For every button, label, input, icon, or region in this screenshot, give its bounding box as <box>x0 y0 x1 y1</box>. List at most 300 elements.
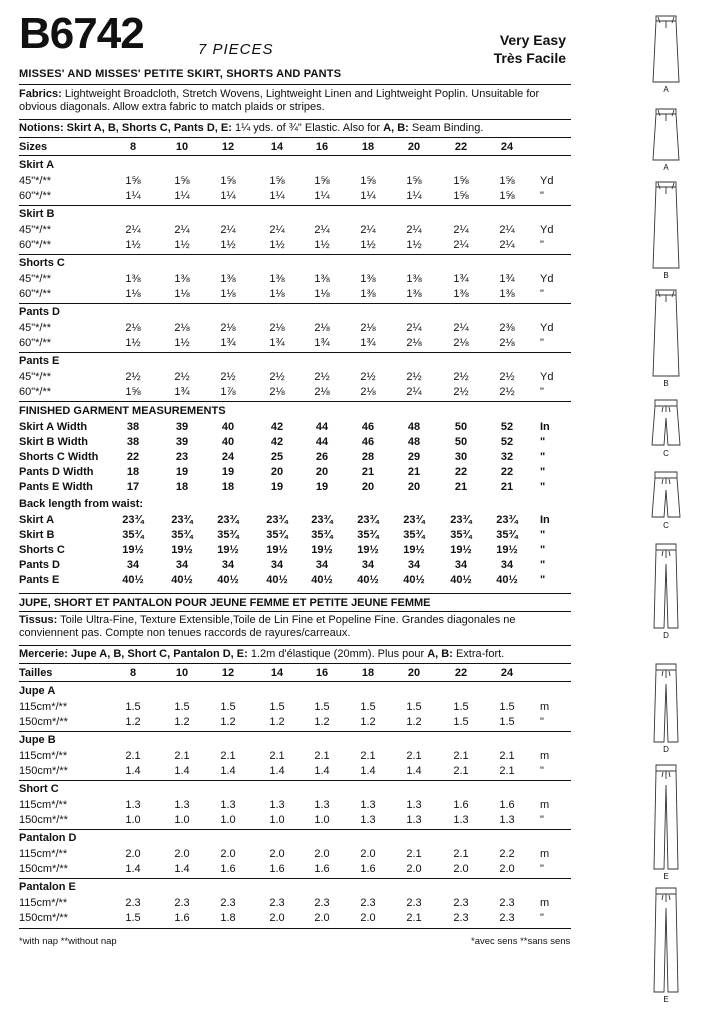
cell: 19½ <box>403 544 425 556</box>
row-label: Pants D <box>19 559 60 571</box>
difficulty-fr: Très Facile <box>493 50 566 66</box>
cell: 34 <box>270 559 284 571</box>
sizes-header <box>19 140 574 154</box>
cell: 2¼ <box>314 224 330 236</box>
view-letter: B <box>663 271 669 280</box>
view-letter: C <box>663 521 669 530</box>
cell: 1.2 <box>220 716 236 728</box>
cell: 2⅛ <box>174 322 190 334</box>
unit: " <box>540 436 546 448</box>
back-length-row <box>19 558 574 572</box>
divider <box>19 928 571 929</box>
cell: 1.3 <box>406 814 422 826</box>
cell: 1.4 <box>125 765 141 777</box>
cell: 1¼ <box>269 190 285 202</box>
cell: 20 <box>407 481 421 493</box>
view-letter: B <box>663 379 669 388</box>
cell: 40½ <box>496 574 518 586</box>
cell: 1.4 <box>314 765 330 777</box>
cell: 1.3 <box>453 814 469 826</box>
cell: 2½ <box>269 371 285 383</box>
cell: 2⅛ <box>499 337 515 349</box>
unit: " <box>540 481 546 493</box>
row-label: 45"*/** <box>19 371 52 383</box>
view-letter: C <box>663 449 669 458</box>
cell: 2½ <box>220 371 236 383</box>
cell: 18 <box>361 667 375 679</box>
unit: " <box>540 765 544 777</box>
cell: 1.0 <box>269 814 285 826</box>
cell: 2.1 <box>125 750 141 762</box>
garment-group-label: Skirt B <box>19 208 55 220</box>
cell: 10 <box>175 667 189 679</box>
cell: 23 <box>175 451 189 463</box>
cell: 35¾ <box>357 529 379 541</box>
cell: 1.5 <box>453 716 469 728</box>
cell: 2⅛ <box>269 322 285 334</box>
divider <box>19 611 571 612</box>
view-b-sketch <box>646 288 686 378</box>
cell: 1.3 <box>314 799 330 811</box>
unit: Yd <box>540 175 554 187</box>
cell: 22 <box>126 451 140 463</box>
cell: 23¾ <box>311 514 333 526</box>
cell: 35¾ <box>266 529 288 541</box>
garment-group-label: Shorts C <box>19 257 65 269</box>
cell: 30 <box>454 451 468 463</box>
cell: 1.5 <box>499 701 515 713</box>
cell: 39 <box>175 436 189 448</box>
cell: 19½ <box>122 544 144 556</box>
cell: 35¾ <box>122 529 144 541</box>
divider <box>19 878 571 879</box>
cell: 50 <box>454 436 468 448</box>
cell: 38 <box>126 436 140 448</box>
cell: 1⅜ <box>360 273 376 285</box>
yardage-row <box>19 715 574 729</box>
cell: 2.3 <box>125 897 141 909</box>
view-d-sketch <box>646 662 686 744</box>
unit: Yd <box>540 322 554 334</box>
cell: 12 <box>221 667 235 679</box>
cell: 2.3 <box>406 897 422 909</box>
unit: " <box>540 190 544 202</box>
unit: m <box>540 799 550 811</box>
back-length-row <box>19 513 574 527</box>
cell: 1⅜ <box>174 273 190 285</box>
row-label: 115cm*/** <box>19 848 68 860</box>
yardage-row <box>19 700 574 714</box>
cell: 2¼ <box>453 224 469 236</box>
cell: 8 <box>129 667 137 679</box>
garment-group-label: Short C <box>19 783 59 795</box>
divider <box>19 401 571 402</box>
unit: " <box>540 716 544 728</box>
cell: 1¼ <box>360 190 376 202</box>
cell: 2.1 <box>499 750 515 762</box>
pattern-number: B6742 <box>19 9 144 58</box>
cell: 52 <box>500 436 514 448</box>
cell: 16 <box>315 141 329 153</box>
cell: 2⅛ <box>360 322 376 334</box>
french-title: JUPE, SHORT ET PANTALON POUR JEUNE FEMME ET PETITE JEUNE FEMME <box>19 597 431 609</box>
cell: 2.0 <box>406 863 422 875</box>
cell: 2½ <box>174 371 190 383</box>
cell: 1⅛ <box>220 288 236 300</box>
cell: 2.3 <box>453 912 469 924</box>
cell: 18 <box>361 141 375 153</box>
cell: 35¾ <box>450 529 472 541</box>
view-b-sketch <box>646 180 686 270</box>
cell: 2.3 <box>360 897 376 909</box>
cell: 29 <box>407 451 421 463</box>
cell: 1⅝ <box>499 175 515 187</box>
row-label: 150cm*/** <box>19 863 68 875</box>
yardage-row <box>19 238 574 252</box>
cell: 20 <box>270 466 284 478</box>
cell: 34 <box>126 559 140 571</box>
cell: 26 <box>315 451 329 463</box>
view-e-sketch <box>646 886 686 994</box>
cell: 1⅝ <box>174 175 190 187</box>
cell: 39 <box>175 421 189 433</box>
unit: In <box>540 421 550 433</box>
unit: m <box>540 897 550 909</box>
finished-measurements-title: FINISHED GARMENT MEASUREMENTS <box>19 405 226 417</box>
cell: 44 <box>315 421 329 433</box>
cell: 2⅛ <box>314 322 330 334</box>
cell: 1.6 <box>360 863 376 875</box>
cell: 35¾ <box>311 529 333 541</box>
cell: 1⅝ <box>220 175 236 187</box>
piece-count: 7 PIECES <box>198 41 274 58</box>
cell: 1.4 <box>406 765 422 777</box>
cell: 1½ <box>314 239 330 251</box>
cell: 1½ <box>174 337 190 349</box>
tissus-paragraph <box>19 614 571 640</box>
english-title: MISSES' AND MISSES' PETITE SKIRT, SHORTS AND PANTS <box>19 68 342 80</box>
yardage-row <box>19 336 574 350</box>
cell: 42 <box>270 436 284 448</box>
cell: 1⅛ <box>125 288 141 300</box>
cell: 21 <box>500 481 514 493</box>
row-label: 150cm*/** <box>19 814 68 826</box>
back-length-row <box>19 528 574 542</box>
cell: 28 <box>361 451 375 463</box>
unit: m <box>540 848 550 860</box>
row-label: Pants E <box>19 574 60 586</box>
cell: 1¾ <box>174 386 190 398</box>
cell: 1.5 <box>125 701 141 713</box>
cell: 1.5 <box>406 701 422 713</box>
unit: Yd <box>540 371 554 383</box>
cell: 52 <box>500 421 514 433</box>
cell: 18 <box>221 481 235 493</box>
row-label: 150cm*/** <box>19 765 68 777</box>
back-length-label: Back length from waist: <box>19 498 144 510</box>
unit: " <box>540 239 544 251</box>
row-label: 115cm*/** <box>19 799 68 811</box>
cell: 2½ <box>499 386 515 398</box>
cell: 23¾ <box>357 514 379 526</box>
unit: " <box>540 386 544 398</box>
cell: 40½ <box>357 574 379 586</box>
row-label: 150cm*/** <box>19 912 68 924</box>
cell: 1.5 <box>174 701 190 713</box>
cell: 1⅝ <box>499 190 515 202</box>
cell: 2¼ <box>453 239 469 251</box>
cell: 34 <box>221 559 235 571</box>
divider <box>19 119 571 120</box>
cell: 1.3 <box>406 799 422 811</box>
cell: 8 <box>129 141 137 153</box>
cell: 2.3 <box>499 912 515 924</box>
cell: 2.0 <box>314 912 330 924</box>
cell: 2.0 <box>314 848 330 860</box>
cell: 40 <box>221 436 235 448</box>
finished-width-row <box>19 420 574 434</box>
cell: 1⅜ <box>125 273 141 285</box>
finished-width-row <box>19 480 574 494</box>
garment-group-label: Jupe B <box>19 734 56 746</box>
row-label: Skirt B Width <box>19 436 88 448</box>
cell: 1.4 <box>220 765 236 777</box>
view-letter: D <box>663 745 669 754</box>
row-label: 45"*/** <box>19 273 52 285</box>
unit: In <box>540 514 550 526</box>
cell: 20 <box>407 141 421 153</box>
cell: 1.3 <box>174 799 190 811</box>
cell: 1.8 <box>220 912 236 924</box>
cell: 1.0 <box>314 814 330 826</box>
mercerie-paragraph <box>19 648 571 661</box>
yardage-row <box>19 896 574 910</box>
cell: 1¼ <box>314 190 330 202</box>
row-label: Pants E Width <box>19 481 93 493</box>
divider <box>19 205 571 206</box>
cell: 1¾ <box>220 337 236 349</box>
cell: 2¼ <box>453 322 469 334</box>
unit: " <box>540 814 544 826</box>
row-label: Skirt A Width <box>19 421 88 433</box>
garment-group-label: Jupe A <box>19 685 56 697</box>
cell: 1¼ <box>174 190 190 202</box>
cell: 1.5 <box>314 701 330 713</box>
cell: 1.2 <box>314 716 330 728</box>
cell: 1⅝ <box>453 190 469 202</box>
cell: 21 <box>454 481 468 493</box>
row-label: Shorts C Width <box>19 451 99 463</box>
cell: 2½ <box>406 371 422 383</box>
cell: 10 <box>175 141 189 153</box>
row-label: 150cm*/** <box>19 716 68 728</box>
yardage-row <box>19 370 574 384</box>
cell: 1⅝ <box>360 175 376 187</box>
cell: 1½ <box>406 239 422 251</box>
cell: 2.0 <box>174 848 190 860</box>
garment-group-label: Skirt A <box>19 159 55 171</box>
mercerie-label: Mercerie: Jupe A, B, Short C, Pantalon D, E: <box>19 648 248 660</box>
cell: 40½ <box>403 574 425 586</box>
divider <box>19 681 571 682</box>
row-label: 60"*/** <box>19 239 52 251</box>
row-label: 45"*/** <box>19 224 52 236</box>
view-d-sketch <box>646 542 686 630</box>
cell: 21 <box>361 466 375 478</box>
cell: 1.3 <box>220 799 236 811</box>
cell: 1.5 <box>125 912 141 924</box>
divider <box>19 731 571 732</box>
cell: 2½ <box>499 371 515 383</box>
cell: 19½ <box>171 544 193 556</box>
cell: 1.5 <box>360 701 376 713</box>
divider <box>19 254 571 255</box>
finished-width-row <box>19 465 574 479</box>
divider <box>19 593 571 594</box>
cell: 24 <box>500 141 514 153</box>
cell: 14 <box>270 141 284 153</box>
cell: 1½ <box>220 239 236 251</box>
tailles-header <box>19 666 574 680</box>
notions-text-ab: Seam Binding. <box>408 122 484 134</box>
view-letter: A <box>663 85 669 94</box>
cell: 1.4 <box>360 765 376 777</box>
cell: 1⅜ <box>269 273 285 285</box>
cell: 2⅛ <box>269 386 285 398</box>
cell: 23¾ <box>266 514 288 526</box>
cell: 2¼ <box>406 224 422 236</box>
cell: 1.6 <box>220 863 236 875</box>
cell: 2⅜ <box>499 322 515 334</box>
cell: 1.6 <box>269 863 285 875</box>
cell: 1.4 <box>125 863 141 875</box>
unit: " <box>540 863 544 875</box>
cell: 35¾ <box>217 529 239 541</box>
cell: 2½ <box>314 371 330 383</box>
cell: 2.3 <box>269 897 285 909</box>
cell: 1⅜ <box>314 273 330 285</box>
cell: 1½ <box>125 337 141 349</box>
cell: 2.1 <box>406 750 422 762</box>
cell: 2.0 <box>269 848 285 860</box>
cell: 1.2 <box>269 716 285 728</box>
difficulty-en: Very Easy <box>499 32 566 48</box>
view-letter: E <box>663 995 669 1004</box>
cell: 23¾ <box>450 514 472 526</box>
cell: 1.3 <box>360 814 376 826</box>
cell: 1.3 <box>125 799 141 811</box>
cell: 1⅝ <box>406 175 422 187</box>
cell: 1¾ <box>360 337 376 349</box>
cell: 22 <box>454 667 468 679</box>
cell: 18 <box>126 466 140 478</box>
cell: 1.4 <box>269 765 285 777</box>
cell: 23¾ <box>496 514 518 526</box>
cell: 2¼ <box>499 239 515 251</box>
cell: 1¾ <box>314 337 330 349</box>
cell: 1⅜ <box>406 273 422 285</box>
cell: 1.5 <box>220 701 236 713</box>
unit: " <box>540 574 546 586</box>
row-label: 60"*/** <box>19 190 52 202</box>
cell: 20 <box>407 667 421 679</box>
cell: 1.3 <box>499 814 515 826</box>
cell: 1.6 <box>499 799 515 811</box>
cell: 2.3 <box>499 897 515 909</box>
notions-label: Notions: Skirt A, B, Shorts C, Pants D, E: <box>19 122 232 134</box>
row-label: Pants D Width <box>19 466 94 478</box>
cell: 1.6 <box>174 912 190 924</box>
cell: 46 <box>361 436 375 448</box>
row-label: 115cm*/** <box>19 701 68 713</box>
cell: 1½ <box>360 239 376 251</box>
unit: " <box>540 559 546 571</box>
cell: 1.2 <box>125 716 141 728</box>
tissus-text: Toile Ultra-Fine, Texture Extensible,Toile de Lin Fine et Popeline Fine. Grandes diagonales ne conviennent pas. Compte non tenues raccords de rayures/carreaux. <box>19 614 516 639</box>
cell: 1¼ <box>406 190 422 202</box>
cell: 2.0 <box>125 848 141 860</box>
cell: 2½ <box>453 386 469 398</box>
cell: 34 <box>407 559 421 571</box>
cell: 21 <box>407 466 421 478</box>
unit: " <box>540 466 546 478</box>
row-label: 115cm*/** <box>19 750 68 762</box>
yardage-row <box>19 174 574 188</box>
yardage-row <box>19 272 574 286</box>
view-sketches <box>636 0 696 1024</box>
cell: 1.2 <box>174 716 190 728</box>
cell: 1⅛ <box>314 288 330 300</box>
cell: 2.1 <box>406 912 422 924</box>
cell: 2¼ <box>174 224 190 236</box>
cell: 2.1 <box>314 750 330 762</box>
row-label: 60"*/** <box>19 386 52 398</box>
cell: 44 <box>315 436 329 448</box>
cell: 19½ <box>311 544 333 556</box>
row-label: 45"*/** <box>19 322 52 334</box>
cell: 1⅜ <box>453 288 469 300</box>
unit: " <box>540 912 544 924</box>
unit: " <box>540 544 546 556</box>
row-label: Skirt A <box>19 514 55 526</box>
cell: 19½ <box>357 544 379 556</box>
cell: 23¾ <box>217 514 239 526</box>
cell: 19 <box>315 481 329 493</box>
unit: Yd <box>540 273 554 285</box>
cell: 2⅛ <box>125 322 141 334</box>
cell: 1¾ <box>499 273 515 285</box>
cell: 1.3 <box>269 799 285 811</box>
cell: 2⅛ <box>453 337 469 349</box>
cell: 2.1 <box>360 750 376 762</box>
unit: " <box>540 337 544 349</box>
cell: 38 <box>126 421 140 433</box>
cell: 2.1 <box>174 750 190 762</box>
cell: 40½ <box>122 574 144 586</box>
cell: 1⅜ <box>360 288 376 300</box>
unit: " <box>540 451 546 463</box>
cell: 1¼ <box>220 190 236 202</box>
cell: 24 <box>221 451 235 463</box>
nap-legend-fr: *avec sens **sans sens <box>471 936 571 947</box>
view-c-sketch <box>646 398 686 448</box>
cell: 2⅛ <box>220 322 236 334</box>
cell: 22 <box>454 466 468 478</box>
yardage-row <box>19 764 574 778</box>
cell: 1.5 <box>453 701 469 713</box>
yardage-row <box>19 749 574 763</box>
view-a-sketch <box>646 107 686 162</box>
